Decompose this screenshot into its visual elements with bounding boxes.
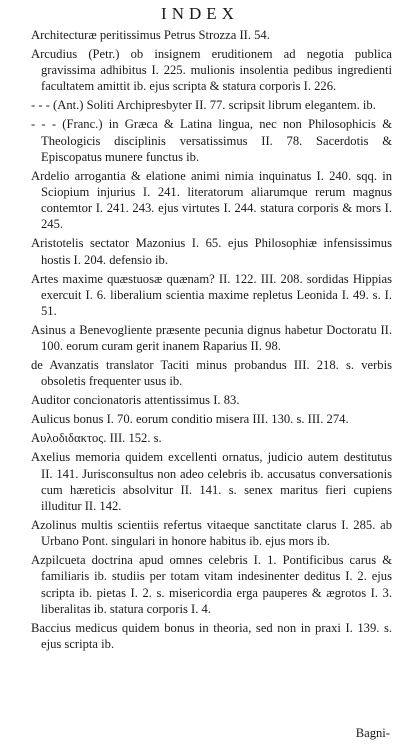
index-entry: Architecturæ peritissimus Petrus Strozza II. 54. bbox=[31, 28, 270, 42]
index-entry: Azpilcueta doctrina apud omnes celebris I. 1. Pontificibus carus & familiaris ib. studiis per totam vitam indesinenter deditus I. 2. ejus scripta ib. pietas I. 2. s. misericordia erga pauperes & ægrotos I. 3. liberalitas ib. statura corporis I. 4. bbox=[31, 553, 392, 616]
index-entry: Auditor concionatoris attentissimus I. 83. bbox=[31, 393, 240, 408]
index-entry: Arcudius (Petr.) ob insignem eruditionem ad negotia publica gravissima adhibitus I. 225. mulionis insolentia pedibus ingredienti facultatem amittit ib. ejus scripta & statura corporis I. 226. bbox=[31, 47, 392, 94]
index-entry: de Avanzatis translator Taciti minus probandus III. 218. s. verbis obsoletis frequenter usus ib. bbox=[31, 358, 392, 389]
index-entry: Axelius memoria quidem excellenti ornatus, judicio autem destitutus II. 141. Jurisconsultus non adeo celebris ib. accusatus conversationis cum hæreticis absolvitur II. 141. s. senex maritus fieri cupiens illuditur II. 142. bbox=[31, 450, 392, 514]
index-entry: Artes maxime quæstuosæ quænam? II. 122. III. 208. sordidas Hippias exercuit I. 6. liberalium scientia maxime repletus Leonida I. 49. s. I. 51. bbox=[31, 271, 392, 319]
index-entry: Asinus a Benevogliente præsente pecunia dignus habetur Doctoratu II. 100. eorum curam gerit inanem Raparius II. 98. bbox=[31, 323, 392, 354]
index-entry: Αυλοδιδακτος. III. 152. s. bbox=[31, 431, 162, 446]
page-title: INDEX bbox=[161, 4, 239, 23]
index-entries bbox=[31, 27, 392, 655]
index-entry: Baccius medicus quidem bonus in theoria, sed non in praxi I. 139. s. ejus scripta ib. bbox=[31, 620, 392, 652]
index-entry: - - - (Ant.) Soliti Archipresbyter II. 77. scripsit librum elegantem. ib. bbox=[31, 98, 376, 113]
index-entry: Aristotelis sectator Mazonius I. 65. ejus Philosophiæ infensissimus hostis I. 204. defensio ib. bbox=[31, 236, 392, 267]
index-entry: Ardelio arrogantia & elatione animi nimia inquinatus I. 240. sqq. in Sciopium injurius I. 241. literatorum aliarumque rerum magnus contemtor I. 241. 243. ejus virtutes I. 244. statura corporis & mors I. 245. bbox=[31, 168, 392, 232]
index-entry: - - - (Franc.) in Græca & Latina lingua, nec non Philosophicis & Theologicis disciplinis versatissimus II. 78. Sacerdotis & Episcopatus munere functus ib. bbox=[31, 117, 392, 164]
index-entry: Azolinus multis scientiis refertus vitaeque sanctitate clarus I. 285. ab Urbano Pont. singulari in honore habitus ib. ejus mors ib. bbox=[31, 518, 392, 549]
catchword: Bagni- bbox=[355, 726, 390, 740]
index-entry: Aulicus bonus I. 70. eorum conditio misera III. 130. s. III. 274. bbox=[31, 412, 349, 427]
